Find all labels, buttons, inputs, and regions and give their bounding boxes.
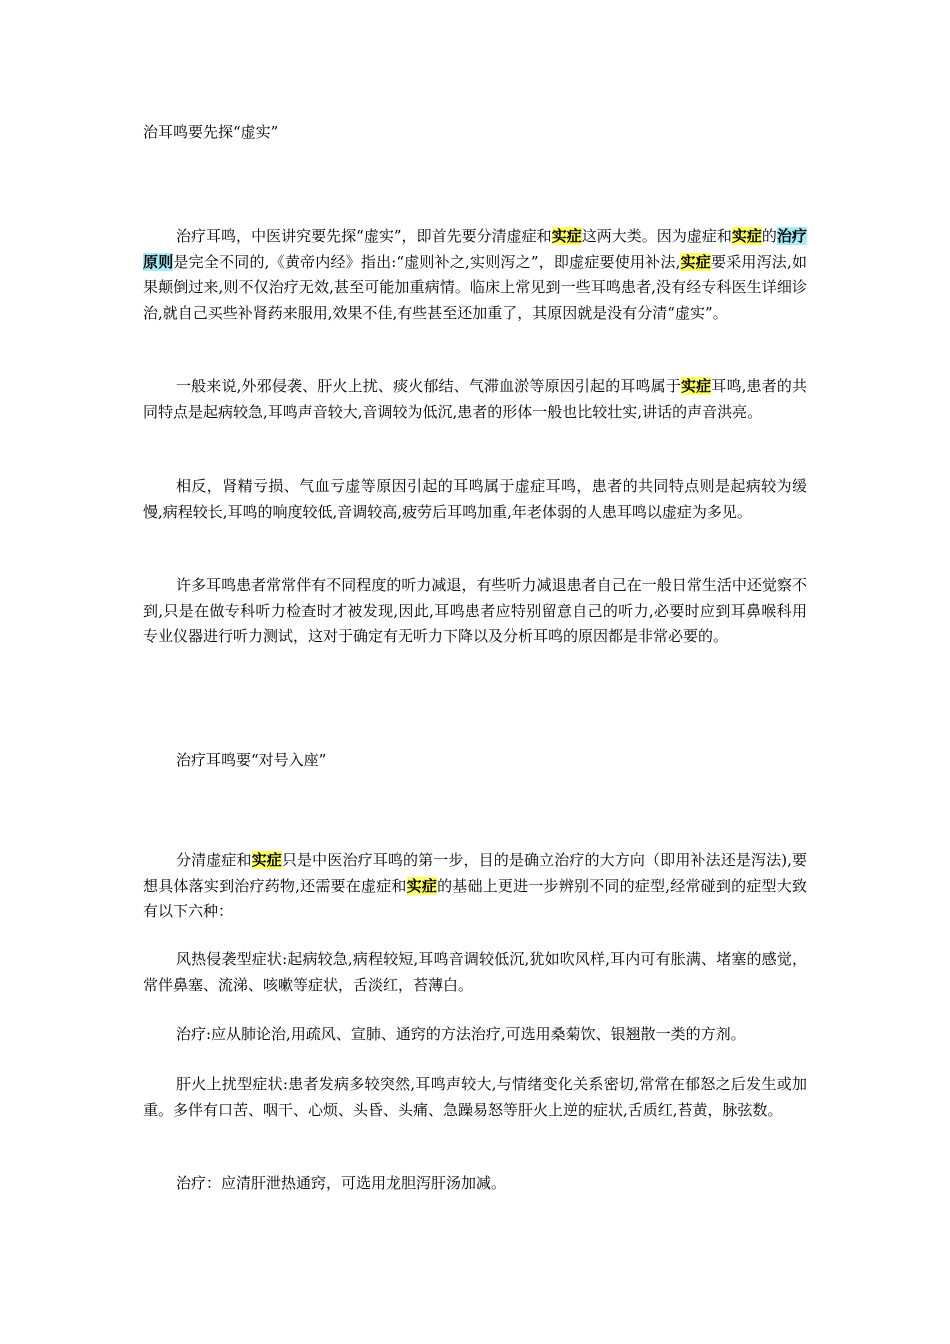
text-segment: 治疗:应从肺论治,用疏风、宣肺、通窍的方法治疗,可选用桑菊饮、银翘散一类的方剂。 [176,1025,746,1043]
paragraph-6 [143,947,807,998]
text-segment: 治疗：应清肝泄热通窍，可选用龙胆泻肝汤加减。 [176,1174,507,1192]
highlighted-term: 治疗原则 [143,227,807,271]
text-segment: 只是中医治疗耳鸣的第一步，目的是确立治疗的大方向（即用补法还是泻法),要想具体落实到治疗药物,还需要在虚症和 [143,851,807,895]
paragraph-2 [143,374,807,425]
highlighted-term: 实症 [551,227,582,245]
paragraph-1 [143,224,807,326]
text-segment: 肝火上扰型症状:患者发病多较突然,耳鸣声较大,与情绪变化关系密切,常常在郁怒之后发生或加重。多伴有口苦、咽干、心烦、头昏、头痛、急躁易怒等肝火上逆的症状,舌质红,苔黄，脉弦数。 [143,1075,807,1119]
text-segment: 的 [761,227,777,245]
text-segment: 这两大类。因为虚症和 [581,227,732,245]
paragraph-3 [143,474,807,525]
paragraph-9 [143,1171,807,1197]
text-segment: 治疗耳鸣，中医讲究要先探“虚实”，即首先要分清虚症和 [176,227,552,245]
highlighted-term: 实症 [680,252,711,271]
paragraph-4 [143,573,807,650]
text-segment: 是完全不同的,《黄帝内经》指出:“虚则补之,实则泻之”，即虚症要使用补法, [173,252,681,271]
text-segment: 要采用泻法,如果颠倒过来,则不仅治疗无效,甚至可能加重病情。临床上常见到一些耳鸣患者,没有经专科医生详细诊治,就自己买些补肾药来服用,效果不佳,有些甚至还加重了，其原因就是没有分清“虚实”。 [143,252,807,322]
highlighted-term: 实症 [731,227,762,245]
text-segment: 分清虚症和 [176,851,252,869]
paragraph-5 [143,848,807,925]
text-segment: 相反，肾精亏损、气血亏虚等原因引起的耳鸣属于虚症耳鸣，患者的共同特点则是起病较为缓慢,病程较长,耳鸣的响度较低,音调较高,疲劳后耳鸣加重,年老体弱的人患耳鸣以虚症为多见。 [143,477,807,521]
text-segment: 风热侵袭型症状:起病较急,病程较短,耳鸣音调较低沉,犹如吹风样,耳内可有胀满、堵塞的感觉，常伴鼻塞、流涕、咳嗽等症状，舌淡红，苔薄白。 [143,950,807,994]
section-title-2: 治疗耳鸣要“对号入座” [176,751,327,769]
text-segment: 耳鸣,患者的共同特点是起病较急,耳鸣声音较大,音调较为低沉,患者的形体一般也比较壮实,讲话的声音洪亮。 [143,377,807,421]
section-title-1: 治耳鸣要先探“虚实” [143,123,279,141]
text-segment: 许多耳鸣患者常常伴有不同程度的听力减退，有些听力减退患者自己在一般日常生活中还觉察不到,只是在做专科听力检查时才被发现,因此,耳鸣患者应特别留意自己的听力,必要时应到耳鼻喉科用专业仪器进行听力测试，这对于确定有无听力下降以及分析耳鸣的原因都是非常必要的。 [143,576,807,645]
text-segment: 的基础上更进一步辨别不同的症型,经常碰到的症型大致有以下六种： [143,876,807,920]
paragraph-7 [143,1022,807,1048]
highlighted-term: 实症 [680,377,712,395]
highlighted-term: 实症 [406,876,438,895]
paragraph-8 [143,1072,807,1123]
highlighted-term: 实症 [251,851,282,869]
text-segment: 一般来说,外邪侵袭、肝火上扰、痰火郁结、气滞血淤等原因引起的耳鸣属于 [176,377,681,395]
